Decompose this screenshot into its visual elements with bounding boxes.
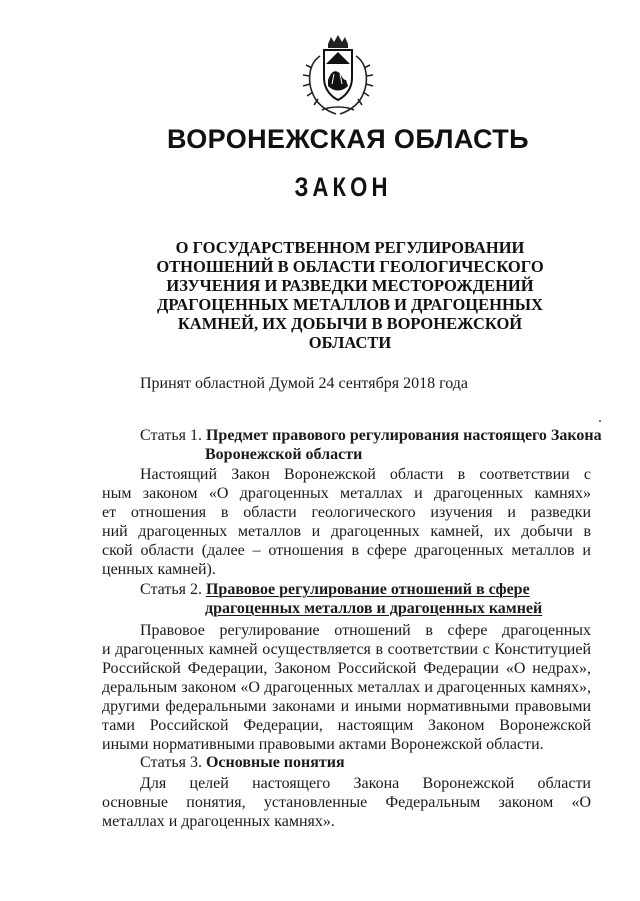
article-1-heading (140, 426, 602, 445)
body-line: Правовое регулирование отношений в сфере драгоценных (140, 622, 591, 639)
body-line: ний драгоценных металлов и драгоценных камней, их добычи в (102, 523, 591, 540)
law-title (150, 238, 550, 352)
article-2-heading (140, 580, 530, 599)
article-3-body (102, 774, 591, 831)
article-1-body (102, 465, 591, 579)
article-title-line: Предмет правового регулирования настоящего Закона (205, 427, 602, 444)
adoption-note: Принят областной Думой 24 сентября 2018 года (140, 375, 469, 392)
law-title-line: КАМНЕЙ, ИХ ДОБЫЧИ В ВОРОНЕЖСКОЙ (177, 314, 523, 333)
body-line: другими федеральными законами и иными нормативными правовыми (102, 698, 591, 715)
body-line: основные понятия, установленные Федеральным законом «О (102, 794, 591, 811)
body-line: деральным законом «О драгоценных металлах и драгоценных камнях», (102, 679, 591, 696)
article-title-line: драгоценных металлов и драгоценных камней (205, 600, 543, 617)
article-label: Статья 3. (140, 754, 202, 771)
article-3-heading (140, 753, 345, 772)
body-line: ным законом «О драгоценных металлах и драгоценных камнях» (102, 485, 591, 502)
body-line: иными нормативными правовыми актами Воронежской области. (102, 736, 544, 753)
law-title-line: ОТНОШЕНИЙ В ОБЛАСТИ ГЕОЛОГИЧЕСКОГО (156, 257, 544, 276)
article-label: Статья 2. (140, 581, 202, 598)
body-line: ет отношения в области геологического изучения и разведки (102, 504, 591, 521)
coat-of-arms-icon (298, 34, 378, 118)
body-line: Для целей настоящего Закона Воронежской области (140, 775, 591, 792)
law-title-line: О ГОСУДАРСТВЕННОМ РЕГУЛИРОВАНИИ (175, 238, 525, 257)
body-line: ской области (далее – отношения в сфере драгоценных металлов и (102, 542, 591, 559)
law-title-line: ДРАГОЦЕННЫХ МЕТАЛЛОВ И ДРАГОЦЕННЫХ (157, 295, 543, 314)
body-line: ценных камней). (102, 561, 216, 578)
article-2-heading-cont (205, 599, 542, 618)
law-title-line: ИЗУЧЕНИЯ И РАЗВЕДКИ МЕСТОРОЖДЕНИЙ (166, 276, 534, 295)
body-line: металлах и драгоценных камнях». (102, 813, 335, 830)
article-title-line: Воронежской области (205, 446, 363, 463)
body-line: и драгоценных камней осуществляется в соответствии с Конституцией (102, 641, 591, 658)
article-title-line: Основные понятия (205, 754, 345, 771)
article-title-line: Правовое регулирование отношений в сфере (205, 581, 530, 598)
law-title-line: ОБЛАСТИ (308, 333, 392, 352)
scan-speck (599, 420, 601, 422)
region-title: ВОРОНЕЖСКАЯ ОБЛАСТЬ (167, 124, 529, 154)
body-line: Российской Федерации, Законом Российской Федерации «О недрах», (102, 660, 591, 677)
article-2-body (102, 621, 591, 754)
article-1-heading-cont (205, 445, 362, 464)
body-line: тами Российской Федерации, настоящим Законом Воронежской (102, 717, 591, 734)
document-type: ЗАКОН (294, 172, 392, 202)
body-line: Настоящий Закон Воронежской области в соответствии с (140, 466, 591, 483)
article-label: Статья 1. (140, 427, 202, 444)
